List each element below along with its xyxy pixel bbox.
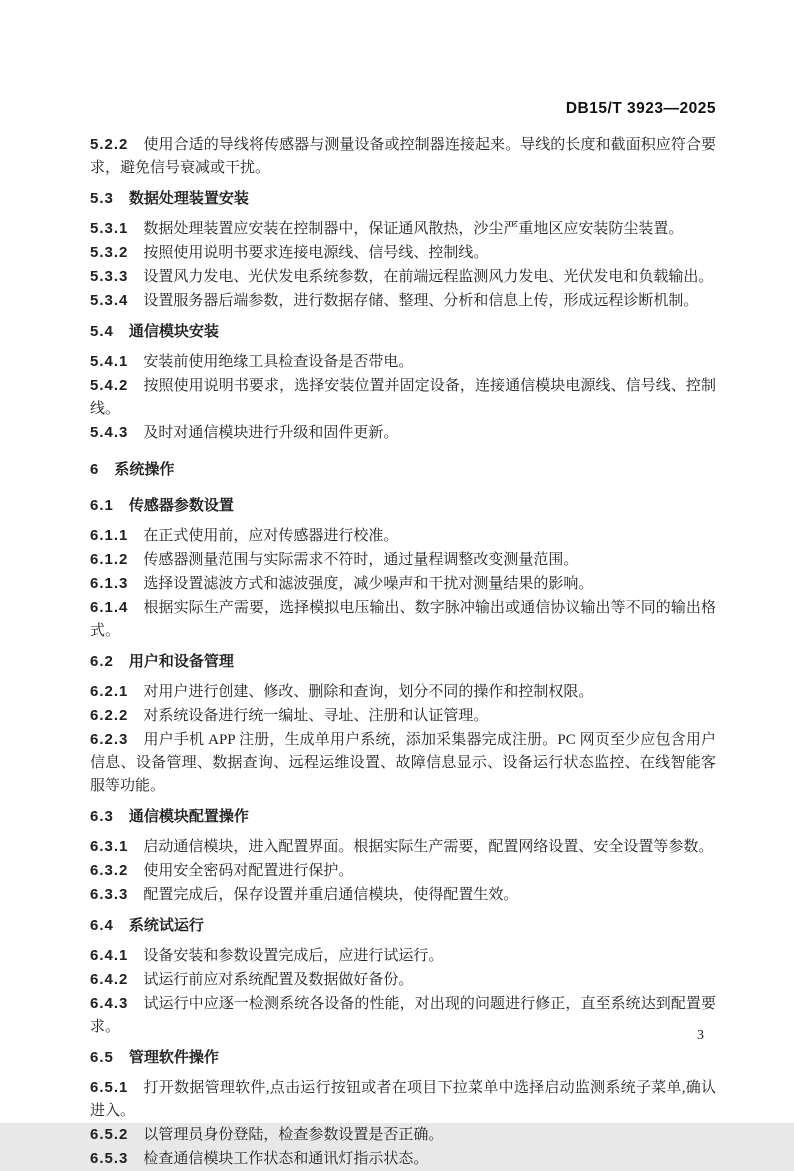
clause-6.4.3 [90, 992, 716, 1039]
clause-text: 根据实际生产需要，选择模拟电压输出、数字脉冲输出或通信协议输出等不同的输出格式。 [90, 600, 716, 639]
clause-text: 用户手机 APP 注册，生成单用户系统，添加采集器完成注册。PC 网页至少应包含用户信息、设备管理、数据查询、远程运维设置、故障信息显示、设备运行状态监控、在线智能客服等功能。 [90, 732, 716, 794]
clause-6.1.3 [90, 572, 716, 596]
clause-text: 启动通信模块，进入配置界面。根据实际生产需要，配置网络设置、安全设置等参数。 [143, 839, 714, 855]
section-heading-6.5 [90, 1046, 716, 1069]
clause-text: 以管理员身份登陆，检查参数设置是否正确。 [143, 1127, 444, 1143]
clause-5.3.4 [90, 289, 716, 313]
section-heading-5.4 [90, 320, 716, 343]
clause-text: 数据处理装置应安装在控制器中，保证通风散热，沙尘严重地区应安装防尘装置。 [143, 221, 684, 237]
clause-text: 使用合适的导线将传感器与测量设备或控制器连接起来。导线的长度和截面积应符合要求，避免信号衰减或干扰。 [90, 137, 716, 176]
clause-text: 系统试运行 [128, 917, 204, 934]
clause-number: 6 [90, 461, 100, 478]
page-header [90, 100, 716, 118]
clause-6.5.3 [90, 1147, 716, 1171]
clause-text: 对系统设备进行统一编址、寻址、注册和认证管理。 [143, 708, 489, 724]
clause-number: 5.3.2 [90, 244, 129, 261]
section-heading-6.4 [90, 914, 716, 937]
clause-6.1.2 [90, 548, 716, 572]
clause-5.4.1 [90, 350, 716, 374]
clause-text: 打开数据管理软件,点击运行按钮或者在项目下拉菜单中选择启动监测系统子菜单,确认进入。 [90, 1080, 716, 1119]
clause-number: 6.1.3 [90, 575, 129, 592]
clause-5.4.3 [90, 421, 716, 445]
clause-6.5.2 [90, 1123, 716, 1147]
clause-text: 设置服务器后端参数，进行数据存储、整理、分析和信息上传，形成远程诊断机制。 [143, 293, 699, 309]
clause-number: 6.1.4 [90, 599, 129, 616]
clause-number: 6.5 [90, 1049, 114, 1066]
clause-5.3.3 [90, 265, 716, 289]
clause-number: 6.4.1 [90, 947, 129, 964]
clause-number: 6.5.1 [90, 1079, 129, 1096]
clause-number: 6.1.1 [90, 527, 129, 544]
clause-text: 配置完成后，保存设置并重启通信模块，使得配置生效。 [143, 887, 519, 903]
clause-number: 6.4.3 [90, 995, 129, 1012]
document-content [90, 133, 716, 1171]
clause-text: 试运行前应对系统配置及数据做好备份。 [143, 972, 414, 988]
clause-number: 6.1 [90, 497, 114, 514]
clause-number: 6.2.2 [90, 707, 129, 724]
clause-text: 数据处理装置安装 [128, 190, 249, 207]
clause-number: 5.4.2 [90, 377, 129, 394]
clause-5.3.2 [90, 241, 716, 265]
clause-number: 5.4.1 [90, 353, 129, 370]
clause-5.3.1 [90, 217, 716, 241]
clause-number: 6.4 [90, 917, 114, 934]
clause-6.3.3 [90, 883, 716, 907]
clause-text: 通信模块安装 [128, 323, 219, 340]
clause-number: 5.3 [90, 190, 114, 207]
clause-5.4.2 [90, 374, 716, 421]
page-footer [697, 1028, 704, 1044]
clause-6.3.1 [90, 835, 716, 859]
clause-6.4.2 [90, 968, 716, 992]
clause-number: 6.5.2 [90, 1126, 129, 1143]
clause-5.2.2 [90, 133, 716, 180]
clause-text: 传感器测量范围与实际需求不符时，通过量程调整改变测量范围。 [143, 552, 579, 568]
clause-number: 6.2.1 [90, 683, 129, 700]
clause-6.1.1 [90, 524, 716, 548]
clause-6.1.4 [90, 596, 716, 643]
clause-number: 5.4 [90, 323, 114, 340]
clause-number: 6.3 [90, 808, 114, 825]
clause-number: 6.4.2 [90, 971, 129, 988]
clause-6.5.1 [90, 1076, 716, 1123]
clause-text: 对用户进行创建、修改、删除和查询，划分不同的操作和控制权限。 [143, 684, 594, 700]
section-heading-6.3 [90, 805, 716, 828]
section-heading-6.1 [90, 494, 716, 517]
clause-number: 5.3.4 [90, 292, 129, 309]
clause-number: 5.4.3 [90, 424, 129, 441]
clause-number: 6.3.2 [90, 862, 129, 879]
standard-number: DB15/T 3923—2025 [565, 100, 716, 117]
clause-text: 设置风力发电、光伏发电系统参数，在前端远程监测风力发电、光伏发电和负载输出。 [143, 269, 714, 285]
section-heading-5.3 [90, 187, 716, 210]
clause-text: 管理软件操作 [128, 1049, 219, 1066]
clause-number: 6.3.3 [90, 886, 129, 903]
clause-text: 通信模块配置操作 [128, 808, 249, 825]
clause-6.2.1 [90, 680, 716, 704]
clause-text: 按照使用说明书要求连接电源线、信号线、控制线。 [143, 245, 489, 261]
clause-text: 在正式使用前，应对传感器进行校准。 [143, 528, 399, 544]
clause-text: 检查通信模块工作状态和通讯灯指示状态。 [143, 1151, 429, 1167]
clause-text: 传感器参数设置 [128, 497, 234, 514]
clause-number: 6.2.3 [90, 731, 129, 748]
clause-number: 5.2.2 [90, 136, 129, 153]
section-heading-6 [90, 458, 716, 481]
clause-text: 试运行中应逐一检测系统各设备的性能，对出现的问题进行修正，直至系统达到配置要求。 [90, 996, 716, 1035]
clause-text: 按照使用说明书要求，选择安装位置并固定设备，连接通信模块电源线、信号线、控制线。 [90, 378, 716, 417]
clause-number: 5.3.3 [90, 268, 129, 285]
clause-6.3.2 [90, 859, 716, 883]
clause-6.2.2 [90, 704, 716, 728]
clause-text: 及时对通信模块进行升级和固件更新。 [143, 425, 399, 441]
clause-number: 6.2 [90, 653, 114, 670]
clause-number: 5.3.1 [90, 220, 129, 237]
clause-number: 6.3.1 [90, 838, 129, 855]
clause-number: 6.1.2 [90, 551, 129, 568]
clause-text: 使用安全密码对配置进行保护。 [143, 863, 354, 879]
clause-text: 安装前使用绝缘工具检查设备是否带电。 [143, 354, 414, 370]
page-number: 3 [697, 1028, 704, 1043]
clause-text: 设备安装和参数设置完成后，应进行试运行。 [143, 948, 444, 964]
clause-6.4.1 [90, 944, 716, 968]
clause-text: 选择设置滤波方式和滤波强度，减少噪声和干扰对测量结果的影响。 [143, 576, 594, 592]
clause-6.2.3 [90, 728, 716, 798]
clause-number: 6.5.3 [90, 1150, 129, 1167]
section-heading-6.2 [90, 650, 716, 673]
clause-text: 系统操作 [114, 461, 175, 478]
clause-text: 用户和设备管理 [128, 653, 234, 670]
